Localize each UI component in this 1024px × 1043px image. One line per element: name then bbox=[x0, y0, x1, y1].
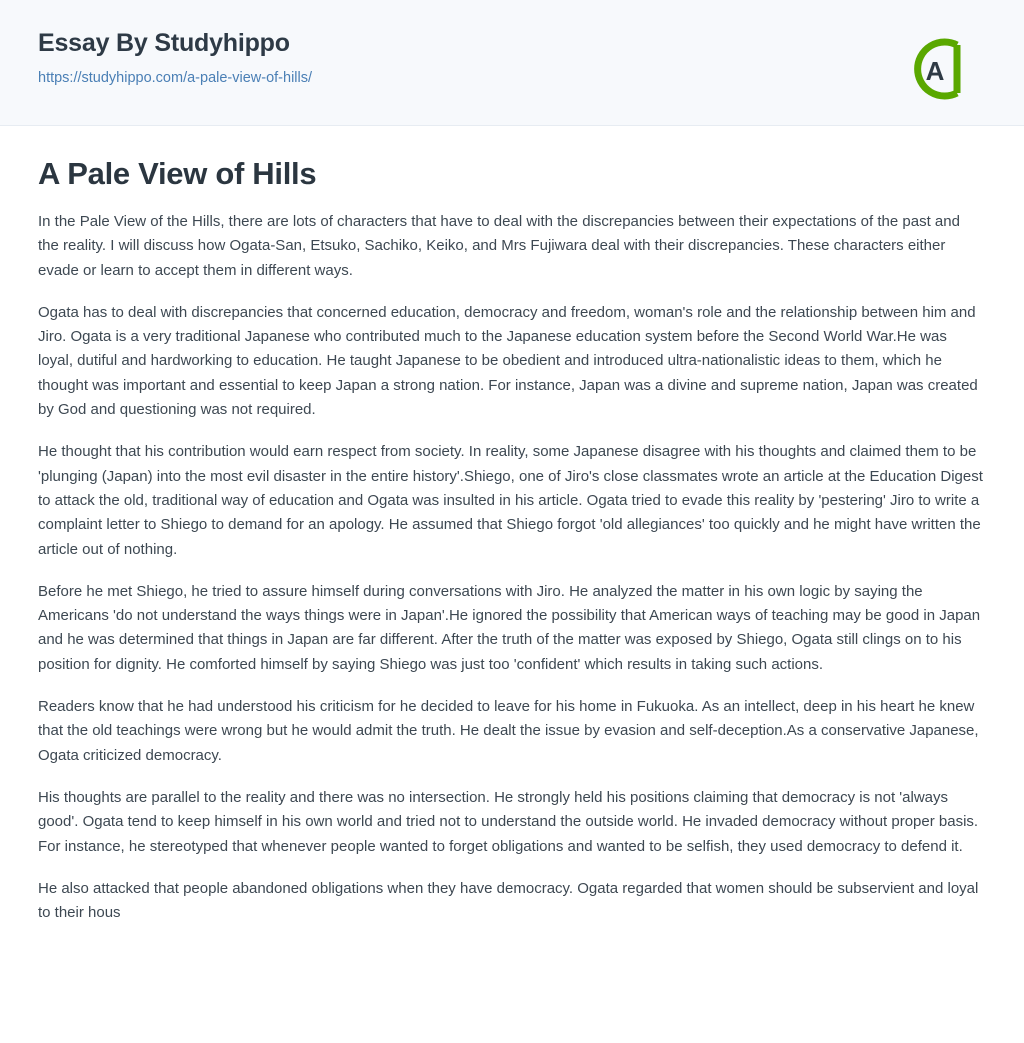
article-paragraph: He also attacked that people abandoned obligations when they have democracy. Ogata regarded that women should be subservient and loyal to their hous bbox=[38, 879, 979, 922]
brand-block bbox=[38, 30, 312, 87]
article-body bbox=[0, 126, 1024, 965]
article-paragraph: Ogata has to deal with discrepancies that concerned education, democracy and freedom, woman's role and the relationship between him and Jiro. Ogata is a very traditional Japanese who contributed much to the Japanese education system before the Second World War.He was loyal, dutiful and hardworking to education. He taught Japanese to be obedient and introduced ultra-nationalistic ideas to them, which he thought was important and essential to keep Japan a strong nation. For instance, Japan was a divine and supreme nation, Japan was created by God and questioning was not required. bbox=[38, 303, 978, 419]
page-title: A Pale View of Hills bbox=[38, 156, 317, 191]
studyhippo-logo-icon bbox=[902, 32, 976, 106]
site-header bbox=[0, 0, 1024, 126]
article-url-link[interactable]: https://studyhippo.com/a-pale-view-of-hills/ bbox=[38, 69, 313, 86]
article-paragraph: His thoughts are parallel to the reality and there was no intersection. He strongly held his positions claiming that democracy is not 'always good'. Ogata tend to keep himself in his own world and tried not to understand the outside world. He invaded democracy without proper basis. For instance, he stereotyped that whenever people wanted to forget obligations and wanted to be selfish, they used democracy to defend it. bbox=[38, 788, 979, 855]
site-brand-title: Essay By Studyhippo bbox=[38, 29, 290, 57]
article-paragraph: Readers know that he had understood his criticism for he decided to leave for his home in Fukuoka. As an intellect, deep in his heart he knew that the old teachings were wrong but he would admit the truth. He dealt the issue by evasion and self-deception.As a conservative Japanese, Ogata criticized democracy. bbox=[38, 698, 979, 764]
article-paragraph: Before he met Shiego, he tried to assure himself during conversations with Jiro. He analyzed the matter in his own logic by saying the Americans 'do not understand the ways things were in Japan'.He ignored the possibility that American ways of teaching may be good in Japan and he was determined that things in Japan are far different. After the truth of the matter was exposed by Shiego, Ogata still clings on to his position for dignity. He comforted himself by saying Shiego was just too 'confident' which results in taking such actions. bbox=[38, 582, 981, 673]
svg-text:A: A bbox=[925, 56, 945, 86]
article-paragraph: He thought that his contribution would earn respect from society. In reality, some Japanese disagree with his thoughts and claimed them to be 'plunging (Japan) into the most evil disaster in the entire history'.Shiego, one of Jiro's close classmates wrote an article at the Education Digest to attack the old, traditional way of education and Ogata was insulted in his article. Ogata tried to evade this reality by 'pestering' Jiro to write a complaint letter to Shiego to demand for an apology. He assumed that Shiego forgot 'old allegiances' too quickly and he might have written the article out of nothing. bbox=[38, 443, 983, 558]
article-paragraph: In the Pale View of the Hills, there are lots of characters that have to deal with the discrepancies between their expectations of the past and the reality. I will discuss how Ogata-San, Etsuko, Sachiko, Keiko, and Mrs Fujiwara deal with their discrepancies. These characters either evade or learn to accept them in different ways. bbox=[38, 213, 960, 279]
